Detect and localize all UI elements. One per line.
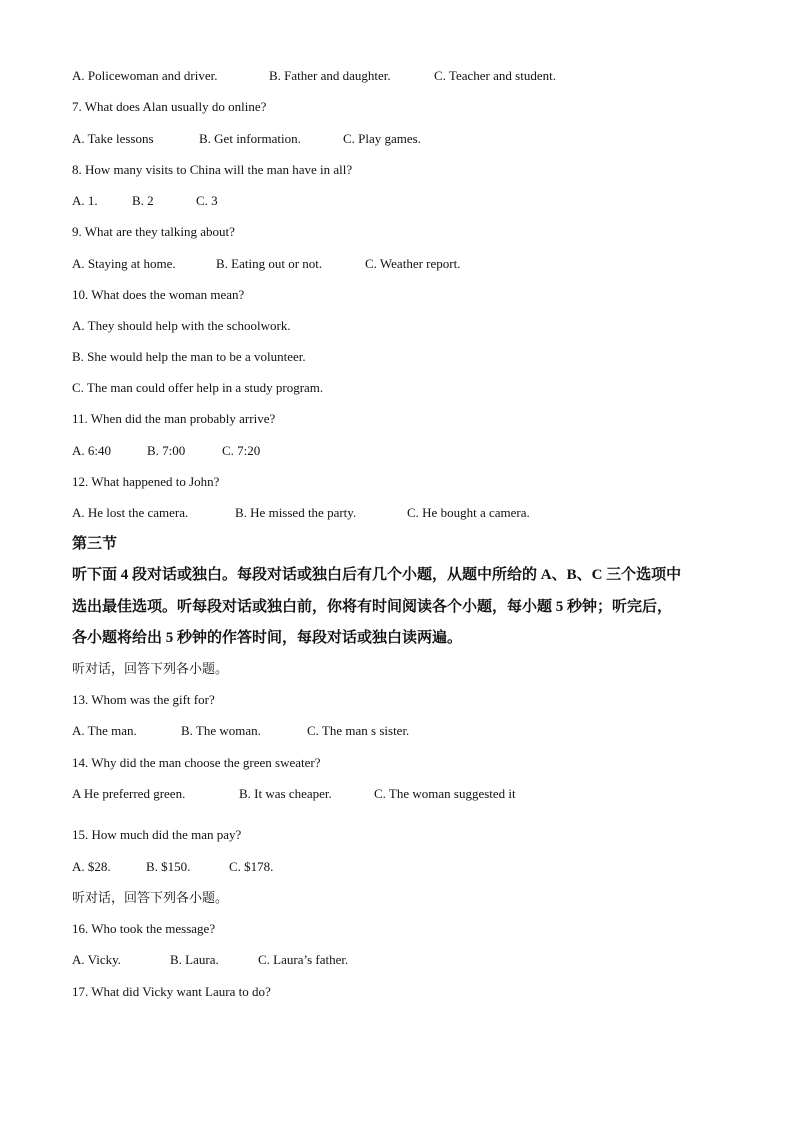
q7-option-b: B. Get information. [199,131,301,146]
q7-options [72,131,421,147]
q16-option-a: A. Vicky. [72,952,122,967]
q9-option-b: B. Eating out or not. [216,256,323,271]
q17-question: 17. What did Vicky want Laura to do? [72,984,271,999]
section-instruction-line-3: 各小题将给出 5 秒钟的作答时间，每段对话或独白读两遍。 [72,630,463,646]
q9-option-a: A. Staying at home. [72,256,176,271]
section-instruction-line-1: 听下面 4 段对话或独白。每段对话或独白后有几个小题，从题中所给的 A、B、C 三个选项中 [72,567,682,583]
q14-question: 14. Why did the man choose the green sweater? [72,755,321,770]
q11-option-b: B. 7:00 [147,443,186,458]
listen-prompt-2: 听对话，回答下列各小题。 [72,890,229,905]
q16-question: 16. Who took the message? [72,921,216,936]
q15-question: 15. How much did the man pay? [72,827,242,842]
section-heading: 第三节 [72,536,118,552]
q6-option-c: C. Teacher and student. [434,68,556,83]
q10-option-a: A. They should help with the schoolwork. [72,318,291,333]
listen-prompt-1: 听对话，回答下列各小题。 [72,661,229,676]
q6-options [72,68,556,84]
q15-option-a: A. $28. [72,859,111,874]
section-instruction-line-2: 选出最佳选项。听每段对话或独白前，你将有时间阅读各个小题，每小题 5 秒钟；听完后， [72,599,673,615]
q8-option-b: B. 2 [132,193,154,208]
q6-option-b: B. Father and daughter. [269,68,391,83]
q7-question: 7. What does Alan usually do online? [72,99,267,114]
q8-option-a: A. 1. [72,193,98,208]
q13-options [72,723,409,739]
q13-option-c: C. The man s sister. [307,723,410,738]
q10-question: 10. What does the woman mean? [72,287,245,302]
q10-option-c: C. The man could offer help in a study program. [72,380,324,395]
q12-option-b: B. He missed the party. [235,505,357,520]
q16-option-c: C. Laura’s father. [258,952,349,967]
q11-question: 11. When did the man probably arrive? [72,411,276,426]
q13-question: 13. Whom was the gift for? [72,692,215,707]
q14-option-b: B. It was cheaper. [239,786,332,801]
q12-options [72,505,530,521]
q10-option-b: B. She would help the man to be a volunteer. [72,349,306,364]
q7-option-c: C. Play games. [343,131,421,146]
q15-options [72,859,273,875]
q13-option-a: A. The man. [72,723,137,738]
q8-option-c: C. 3 [196,193,218,208]
q7-option-a: A. Take lessons [72,131,154,146]
q16-options [72,952,348,968]
q8-options [72,193,218,209]
q14-options [72,786,516,802]
q11-options [72,443,260,459]
q9-options [72,256,460,272]
q14-option-a: A He preferred green. [72,786,186,801]
q9-option-c: C. Weather report. [365,256,461,271]
q6-option-a: A. Policewoman and driver. [72,68,218,83]
q8-question: 8. How many visits to China will the man have in all? [72,162,353,177]
q13-option-b: B. The woman. [181,723,261,738]
q9-question: 9. What are they talking about? [72,224,235,239]
q16-option-b: B. Laura. [170,952,219,967]
q12-option-a: A. He lost the camera. [72,505,189,520]
q12-question: 12. What happened to John? [72,474,220,489]
q15-option-b: B. $150. [146,859,191,874]
q14-option-c: C. The woman suggested it [374,786,516,801]
q15-option-c: C. $178. [229,859,274,874]
q11-option-a: A. 6:40 [72,443,111,458]
q12-option-c: C. He bought a camera. [407,505,530,520]
q11-option-c: C. 7:20 [222,443,261,458]
